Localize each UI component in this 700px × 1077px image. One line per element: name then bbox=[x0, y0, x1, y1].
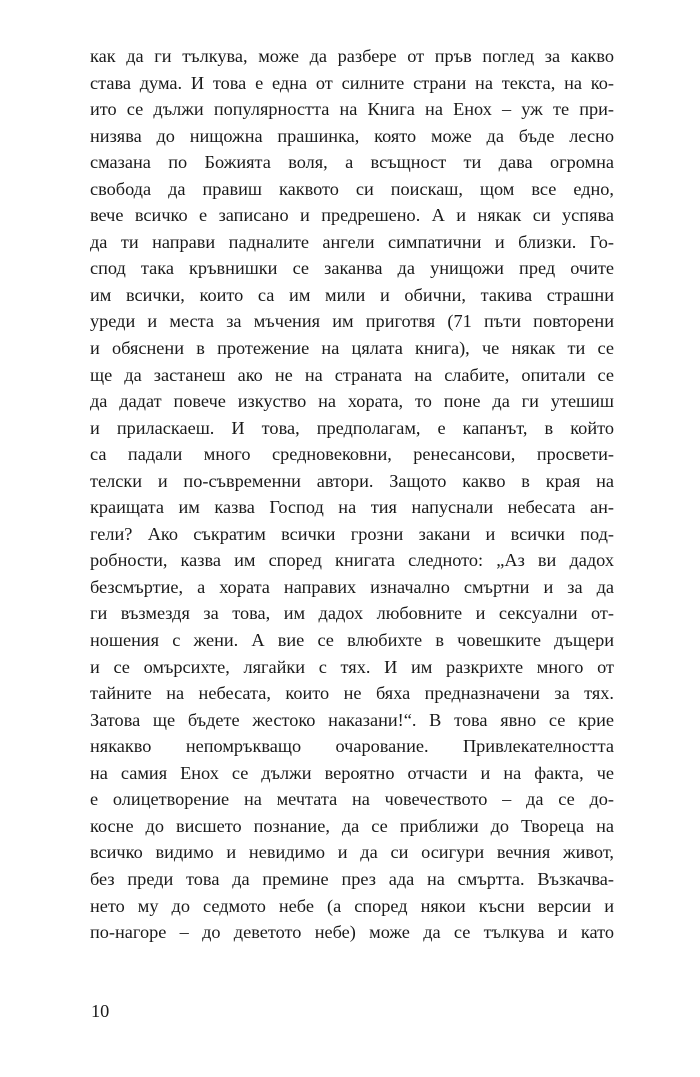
text-line: гели? Ако съкратим всички грозни закани и всички под- bbox=[90, 523, 614, 544]
text-line: робности, казва им според книгата следното: „Аз ви дадох bbox=[90, 550, 614, 571]
text-line: на самия Енох се дължи вероятно отчасти и на факта, че bbox=[90, 762, 614, 783]
text-line: всичко видимо и невидимо и да си осигури вечния живот, bbox=[90, 842, 614, 863]
text-line: без преди това да премине през ада на смъртта. Възкачва- bbox=[90, 868, 614, 889]
page-body bbox=[90, 43, 614, 946]
text-line: им всички, които са им мили и обични, такива страшни bbox=[90, 284, 614, 305]
text-line: и приласкаеш. И това, предполагам, е капанът, в който bbox=[90, 417, 614, 438]
text-line: тайните на небесата, които не бяха предназначени за тях. bbox=[90, 683, 614, 704]
text-line: и обяснени в протежение на цялата книга), че някак ти се bbox=[90, 338, 614, 359]
text-line: телски и по-съвременни автори. Защото какво в края на bbox=[90, 470, 614, 491]
text-line: вече всичко е записано и предрешено. А и някак си успява bbox=[90, 205, 614, 226]
text-line: ги възмездя за това, им дадох любовните и сексуални от- bbox=[90, 603, 614, 624]
text-line: свобода да правиш каквото си поискаш, щом все едно, bbox=[90, 178, 614, 199]
text-line: да дадат повече изкуство на хората, то поне да ги утешиш bbox=[90, 391, 614, 412]
text-line: ношения с жени. А вие се влюбихте в човешките дъщери bbox=[90, 630, 614, 651]
text-line: ще да застанеш ако не на страната на слабите, опитали се bbox=[90, 364, 614, 385]
text-line: са падали много средновековни, ренесансови, просвети- bbox=[90, 444, 614, 465]
text-line: да ти направи падналите ангели симпатични и близки. Го- bbox=[90, 231, 614, 252]
text-line: безсмъртие, а хората направих изначално смъртни и за да bbox=[90, 576, 614, 597]
text-line: спод така кръвнишки се заканва да унищожи пред очите bbox=[90, 258, 614, 279]
text-line: уреди и места за мъчения им приготвя (71 пъти повторени bbox=[90, 311, 614, 332]
text-line: е олицетворение на мечтата на човечеството – да се до- bbox=[90, 789, 614, 810]
text-line: става дума. И това е една от силните страни на текста, на ко- bbox=[90, 72, 614, 93]
text-line: как да ги тълкува, може да разбере от пръв поглед за какво bbox=[90, 46, 614, 66]
text-line: ито се дължи популярността на Книга на Енох – уж те при- bbox=[90, 99, 614, 120]
text-line: косне до висшето познание, да се приближи до Твореца на bbox=[90, 815, 614, 836]
text-line: Затова ще бъдете жестоко наказани!“. В това явно се крие bbox=[90, 709, 614, 730]
text-line: някакво непомръкващо очарование. Привлекателността bbox=[90, 736, 614, 757]
page-number: 10 bbox=[91, 1001, 110, 1021]
text-line: и се омърсихте, лягайки с тях. И им разкрихте много от bbox=[90, 656, 614, 677]
text-line: нето му до седмото небе (а според някои късни версии и bbox=[90, 895, 614, 916]
text-line: по-нагоре – до деветото небе) може да се тълкува и като bbox=[90, 922, 614, 943]
text-line: краищата им казва Господ на тия напуснали небесата ан- bbox=[90, 497, 614, 518]
text-line: низява до нищожна прашинка, която може да бъде лесно bbox=[90, 125, 614, 146]
text-line: смазана по Божията воля, а всъщност ти дава огромна bbox=[90, 152, 614, 173]
